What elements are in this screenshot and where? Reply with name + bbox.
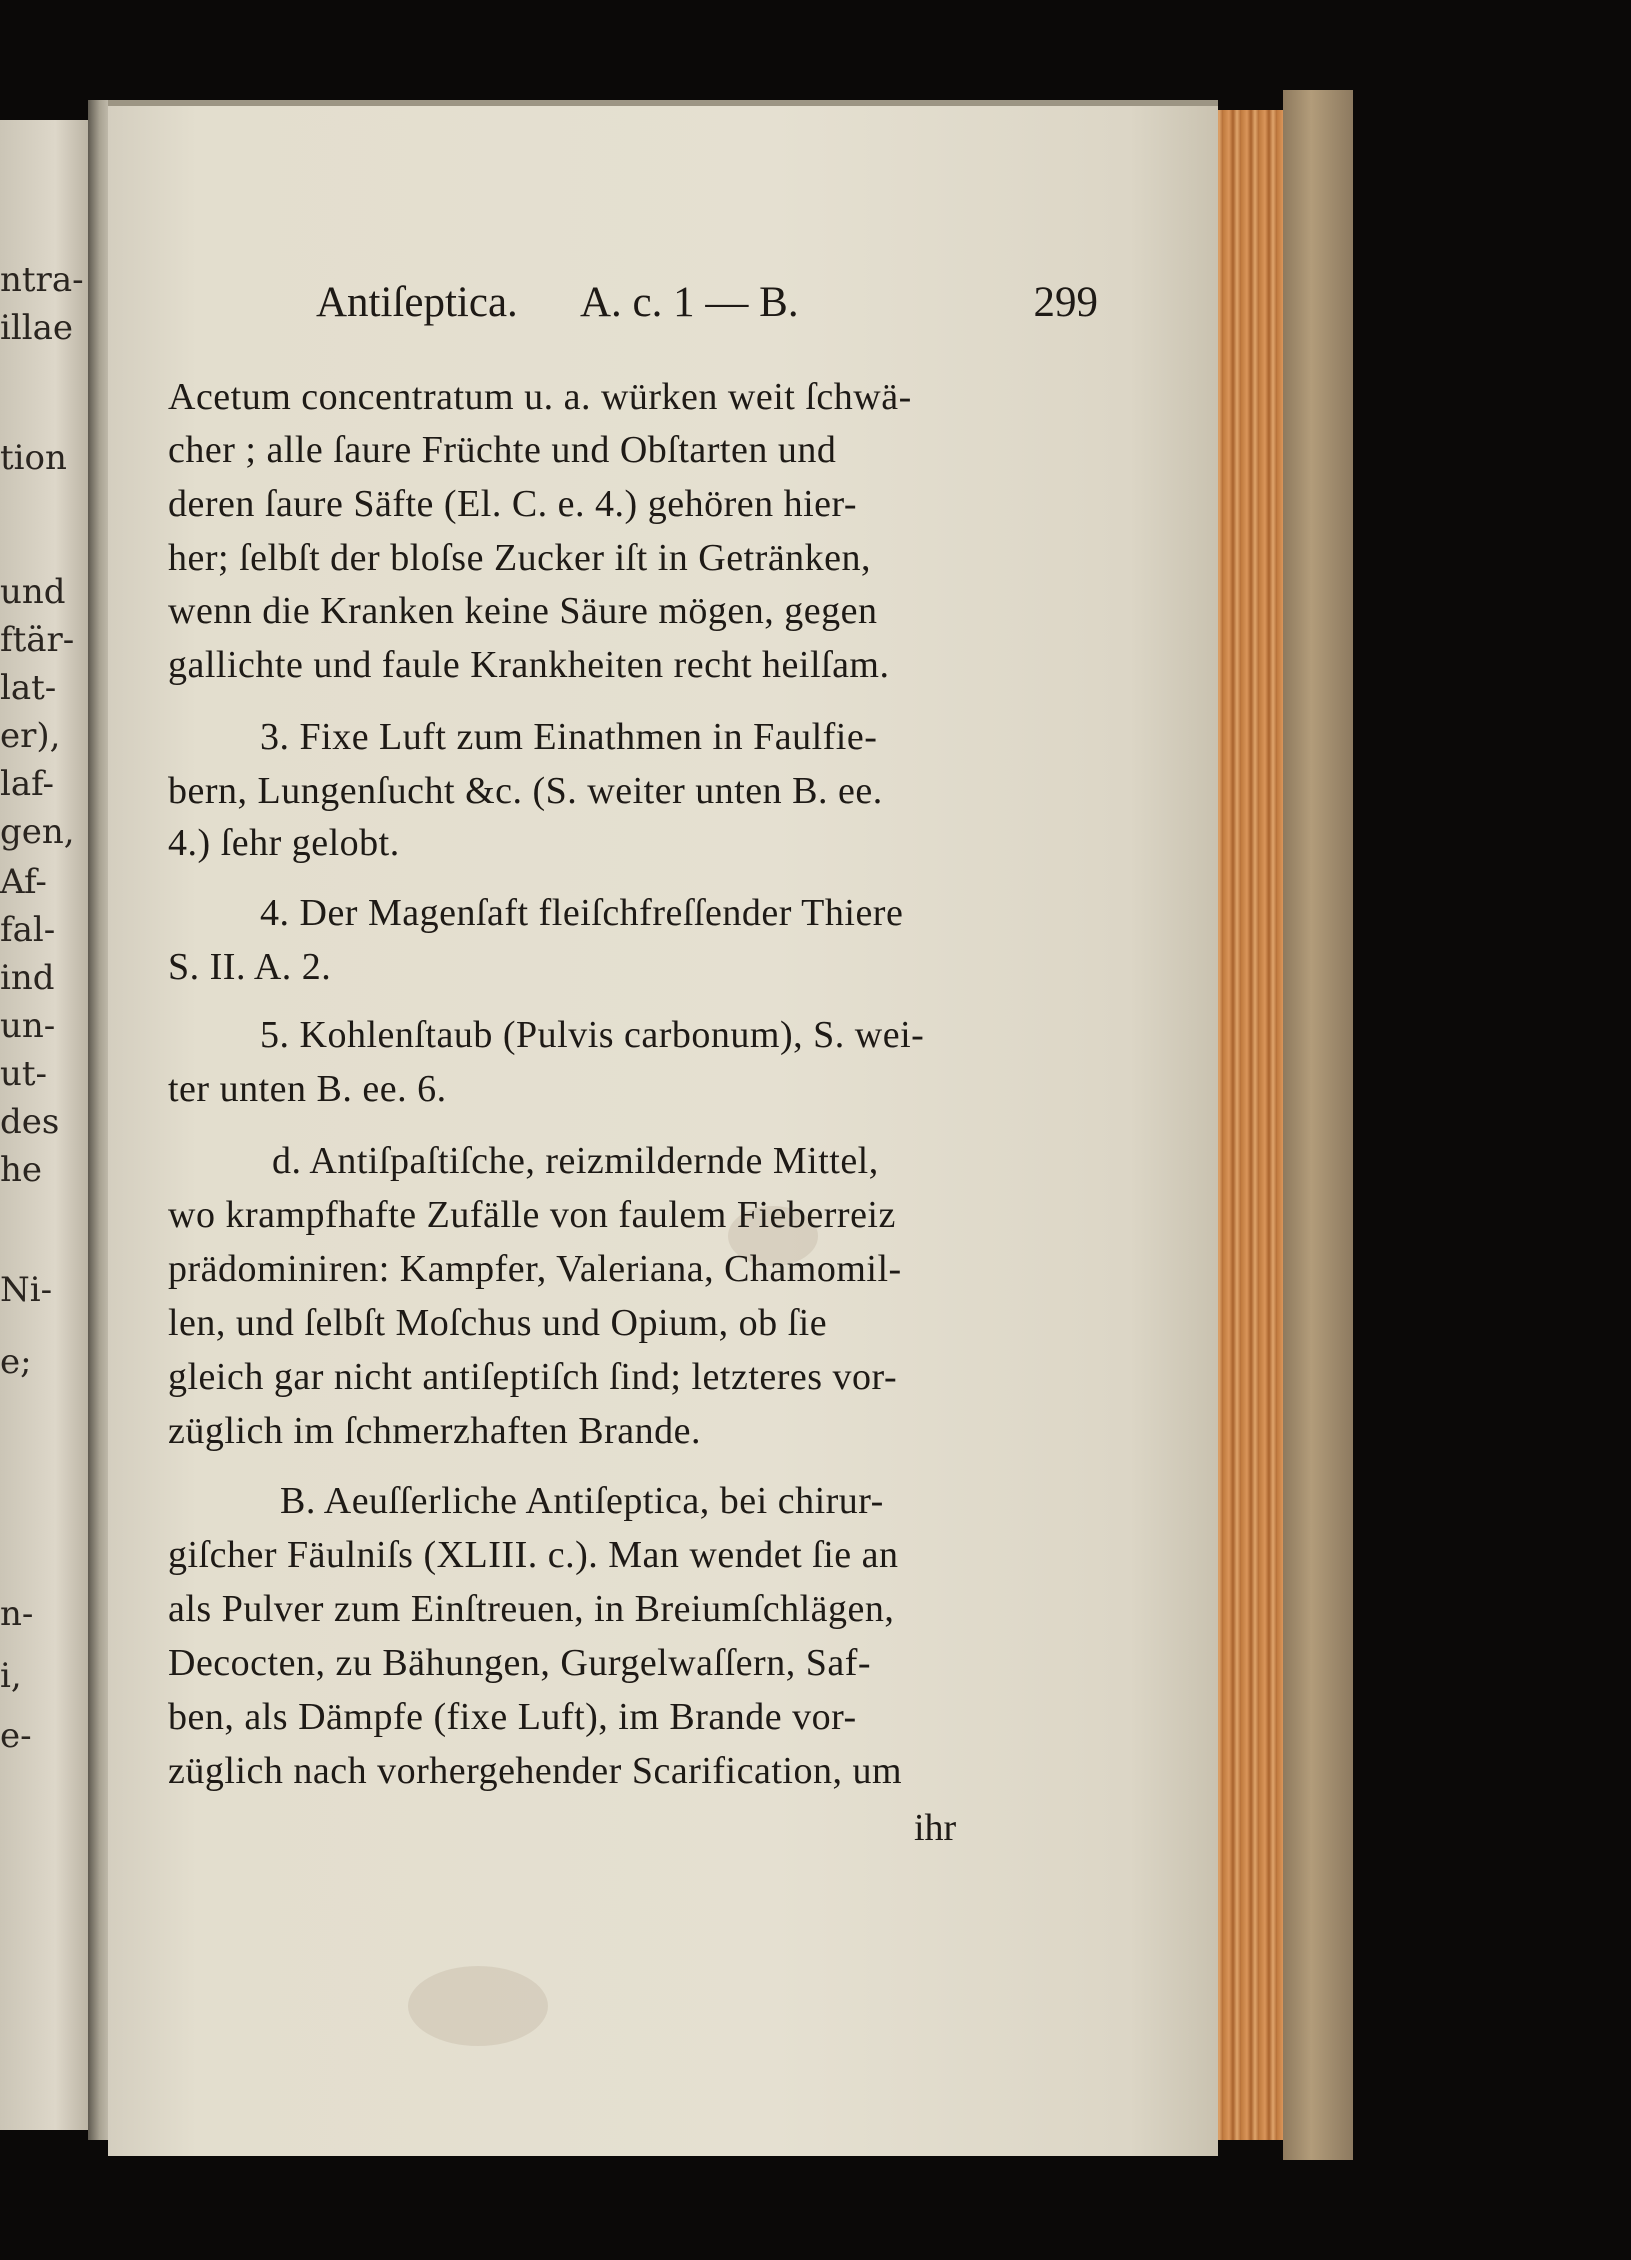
text-line: len, und ſelbſt Moſchus und Opium, ob ſie — [168, 1302, 828, 1344]
page-number: 299 — [1033, 279, 1098, 326]
header-title: Antiſeptica. — [316, 279, 518, 326]
left-fragment: un- — [0, 1006, 56, 1046]
left-fragment: ftär- — [0, 620, 75, 660]
text-line: Acetum concentratum u. a. würken weit ſchwä- — [168, 376, 912, 418]
text-line: B. Aeuſſerliche Antiſeptica, bei chirur- — [280, 1480, 884, 1522]
text-line: cher ; alle ſaure Früchte und Obſtarten und — [168, 429, 837, 471]
left-fragment: lat- — [0, 668, 57, 708]
header-section-range: A. c. 1 — B. — [580, 279, 799, 326]
left-fragment: e- — [0, 1716, 32, 1756]
text-line: züglich im ſchmerzhaften Brande. — [168, 1410, 702, 1452]
text-line: 5. Kohlenſtaub (Pulvis carbonum), S. wei- — [260, 1014, 925, 1056]
page-text — [108, 106, 1218, 2156]
left-fragment: laf- — [0, 764, 55, 804]
text-line: bern, Lungenſucht &c. (S. weiter unten B. ee. — [168, 770, 883, 812]
cover-board — [1283, 90, 1353, 2160]
text-line: als Pulver zum Einſtreuen, in Breiumſchlägen, — [168, 1588, 895, 1630]
running-header — [316, 278, 1098, 338]
text-line: gleich gar nicht antiſeptiſch ſind; letzteres vor- — [168, 1356, 898, 1398]
left-fragment: ut- — [0, 1054, 48, 1094]
text-line: 4.) ſehr gelobt. — [168, 822, 400, 864]
text-line: wenn die Kranken keine Säure mögen, gegen — [168, 590, 878, 632]
left-fragment: ind — [0, 958, 55, 998]
left-fragment: i, — [0, 1656, 22, 1696]
left-fragment: fal- — [0, 910, 56, 950]
text-line: her; ſelbſt der bloſse Zucker iſt in Getränken, — [168, 537, 872, 579]
text-line: gallichte und faule Krankheiten recht heilſam. — [168, 644, 890, 686]
text-line: 3. Fixe Luft zum Einathmen in Faulfie- — [260, 716, 878, 758]
previous-page-edge — [0, 120, 92, 2130]
text-line: d. Antiſpaſtiſche, reizmildernde Mittel, — [272, 1140, 879, 1182]
text-line: ter unten B. ee. 6. — [168, 1068, 447, 1110]
left-fragment: und — [0, 572, 66, 612]
left-fragment: gen, — [0, 812, 75, 852]
left-fragment: des — [0, 1102, 60, 1142]
text-line: Decocten, zu Bähungen, Gurgelwaſſern, Saf- — [168, 1642, 871, 1684]
left-fragment: n- — [0, 1594, 34, 1634]
left-fragment: Ni- — [0, 1270, 53, 1310]
left-fragment: he — [0, 1150, 43, 1190]
catchword: ihr — [914, 1807, 957, 1849]
text-line: wo krampfhafte Zufälle von faulem Fieberreiz — [168, 1194, 896, 1236]
text-line: ben, als Dämpfe (fixe Luft), im Brande vor- — [168, 1696, 857, 1738]
left-fragment: illae — [0, 308, 74, 348]
text-line: S. II. A. 2. — [168, 946, 332, 988]
left-fragment: ntra- — [0, 260, 84, 300]
text-line: 4. Der Magenſaft fleiſchfreſſender Thiere — [260, 892, 904, 934]
text-line: deren ſaure Säfte (El. C. e. 4.) gehören hier- — [168, 483, 858, 525]
left-fragment: Af- — [0, 862, 47, 902]
text-line: züglich nach vorhergehender Scarification, um — [168, 1750, 903, 1792]
text-line: prädominiren: Kampfer, Valeriana, Chamomil- — [168, 1248, 902, 1290]
left-fragment: e; — [0, 1342, 32, 1382]
text-line: giſcher Fäulniſs (XLIII. c.). Man wendet ſie an — [168, 1534, 899, 1576]
left-fragment: tion — [0, 438, 67, 478]
book-page — [108, 100, 1218, 2156]
left-fragment: er), — [0, 716, 61, 756]
